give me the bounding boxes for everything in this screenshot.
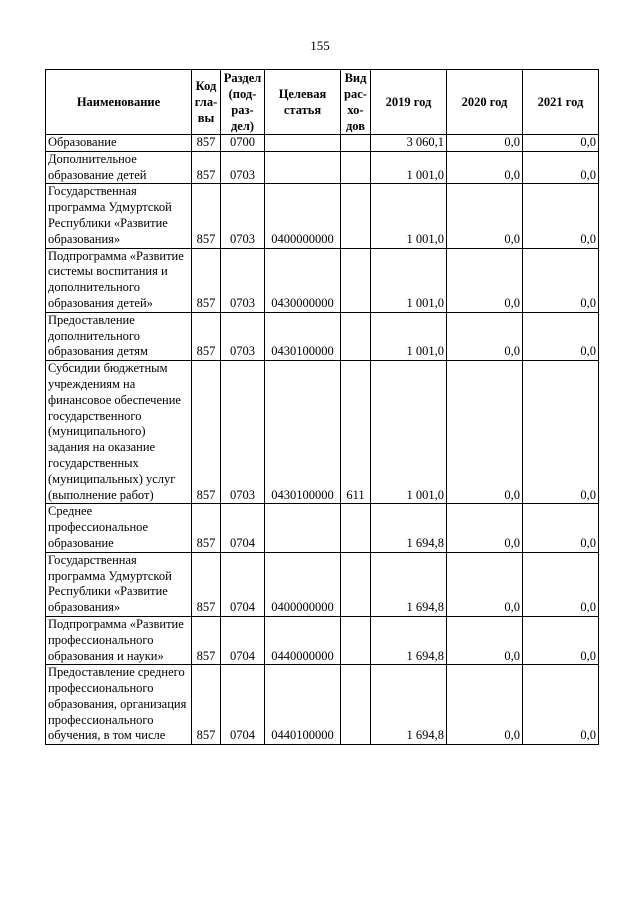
row-value-2021: 0,0: [523, 312, 599, 360]
row-name: Государственная программа Удмуртской Республики «Развитие образования»: [46, 552, 192, 616]
row-value-2021: 0,0: [523, 504, 599, 552]
table-body: [46, 135, 599, 745]
table-row: [46, 184, 599, 248]
row-section: 0703: [221, 248, 265, 312]
row-expense-type: [341, 616, 371, 664]
row-value-2021: 0,0: [523, 248, 599, 312]
row-value-2020: 0,0: [447, 552, 523, 616]
row-value-2019: 1 694,8: [371, 616, 447, 664]
row-value-2020: 0,0: [447, 151, 523, 184]
row-value-2021: 0,0: [523, 184, 599, 248]
row-value-2019: 1 001,0: [371, 312, 447, 360]
row-expense-type: [341, 184, 371, 248]
row-value-2020: 0,0: [447, 312, 523, 360]
row-chapter-code: 857: [192, 504, 221, 552]
row-value-2019: 1 001,0: [371, 248, 447, 312]
row-name: Субсидии бюджетным учреждениям на финансовое обеспечение государственного (муниципального) задания на оказание государственных (муниципальных) услуг (выполнение работ): [46, 361, 192, 504]
row-value-2019: 1 694,8: [371, 552, 447, 616]
row-expense-type: [341, 504, 371, 552]
header-2019: 2019 год: [371, 70, 447, 135]
row-chapter-code: 857: [192, 248, 221, 312]
row-value-2020: 0,0: [447, 135, 523, 152]
row-chapter-code: 857: [192, 135, 221, 152]
row-value-2020: 0,0: [447, 616, 523, 664]
header-expense-type: Вид рас-хо-дов: [341, 70, 371, 135]
row-name: Подпрограмма «Развитие системы воспитания и дополнительного образования детей»: [46, 248, 192, 312]
row-value-2019: 1 694,8: [371, 665, 447, 745]
row-value-2020: 0,0: [447, 248, 523, 312]
row-chapter-code: 857: [192, 616, 221, 664]
row-expense-type: [341, 312, 371, 360]
row-value-2021: 0,0: [523, 361, 599, 504]
row-name: Государственная программа Удмуртской Республики «Развитие образования»: [46, 184, 192, 248]
row-name: Среднее профессиональное образование: [46, 504, 192, 552]
row-value-2019: 1 694,8: [371, 504, 447, 552]
row-section: 0704: [221, 504, 265, 552]
row-section: 0703: [221, 361, 265, 504]
row-value-2021: 0,0: [523, 552, 599, 616]
row-expense-type: [341, 151, 371, 184]
header-chapter-code: Код гла-вы: [192, 70, 221, 135]
row-target-article: [265, 135, 341, 152]
table-row: [46, 552, 599, 616]
row-section: 0704: [221, 665, 265, 745]
row-section: 0704: [221, 552, 265, 616]
row-target-article: 0400000000: [265, 184, 341, 248]
row-section: 0703: [221, 312, 265, 360]
row-value-2021: 0,0: [523, 616, 599, 664]
row-value-2019: 1 001,0: [371, 184, 447, 248]
header-section: Раздел (под-раз-дел): [221, 70, 265, 135]
row-chapter-code: 857: [192, 312, 221, 360]
row-chapter-code: 857: [192, 552, 221, 616]
table-row: [46, 665, 599, 745]
header-2020: 2020 год: [447, 70, 523, 135]
row-value-2019: 1 001,0: [371, 151, 447, 184]
row-chapter-code: 857: [192, 184, 221, 248]
row-chapter-code: 857: [192, 665, 221, 745]
row-value-2020: 0,0: [447, 184, 523, 248]
row-chapter-code: 857: [192, 361, 221, 504]
row-expense-type: [341, 135, 371, 152]
page-number: 155: [310, 38, 330, 53]
row-name: Предоставление дополнительного образования детям: [46, 312, 192, 360]
row-target-article: 0430100000: [265, 312, 341, 360]
row-expense-type: [341, 665, 371, 745]
row-section: 0703: [221, 151, 265, 184]
table-row: [46, 248, 599, 312]
table-row: [46, 151, 599, 184]
header-name: Наименование: [46, 70, 192, 135]
row-expense-type: [341, 248, 371, 312]
row-value-2020: 0,0: [447, 361, 523, 504]
table-row: [46, 312, 599, 360]
row-target-article: 0440000000: [265, 616, 341, 664]
row-target-article: [265, 504, 341, 552]
row-target-article: 0440100000: [265, 665, 341, 745]
header-target-article: Целевая статья: [265, 70, 341, 135]
table-row: [46, 135, 599, 152]
row-target-article: 0400000000: [265, 552, 341, 616]
row-value-2020: 0,0: [447, 504, 523, 552]
row-target-article: 0430000000: [265, 248, 341, 312]
table-header-row: [46, 70, 599, 135]
row-section: 0700: [221, 135, 265, 152]
row-chapter-code: 857: [192, 151, 221, 184]
row-name: Образование: [46, 135, 192, 152]
row-value-2021: 0,0: [523, 665, 599, 745]
row-section: 0703: [221, 184, 265, 248]
row-target-article: [265, 151, 341, 184]
row-value-2020: 0,0: [447, 665, 523, 745]
budget-table: [45, 69, 599, 745]
row-name: Предоставление среднего профессионального образования, организация профессионального обучения, в том числе: [46, 665, 192, 745]
row-section: 0704: [221, 616, 265, 664]
row-name: Дополнительное образование детей: [46, 151, 192, 184]
row-value-2021: 0,0: [523, 135, 599, 152]
row-expense-type: 611: [341, 361, 371, 504]
header-2021: 2021 год: [523, 70, 599, 135]
row-name: Подпрограмма «Развитие профессионального образования и науки»: [46, 616, 192, 664]
table-row: [46, 361, 599, 504]
row-expense-type: [341, 552, 371, 616]
row-value-2019: 1 001,0: [371, 361, 447, 504]
row-value-2019: 3 060,1: [371, 135, 447, 152]
table-row: [46, 616, 599, 664]
row-target-article: 0430100000: [265, 361, 341, 504]
row-value-2021: 0,0: [523, 151, 599, 184]
table-row: [46, 504, 599, 552]
